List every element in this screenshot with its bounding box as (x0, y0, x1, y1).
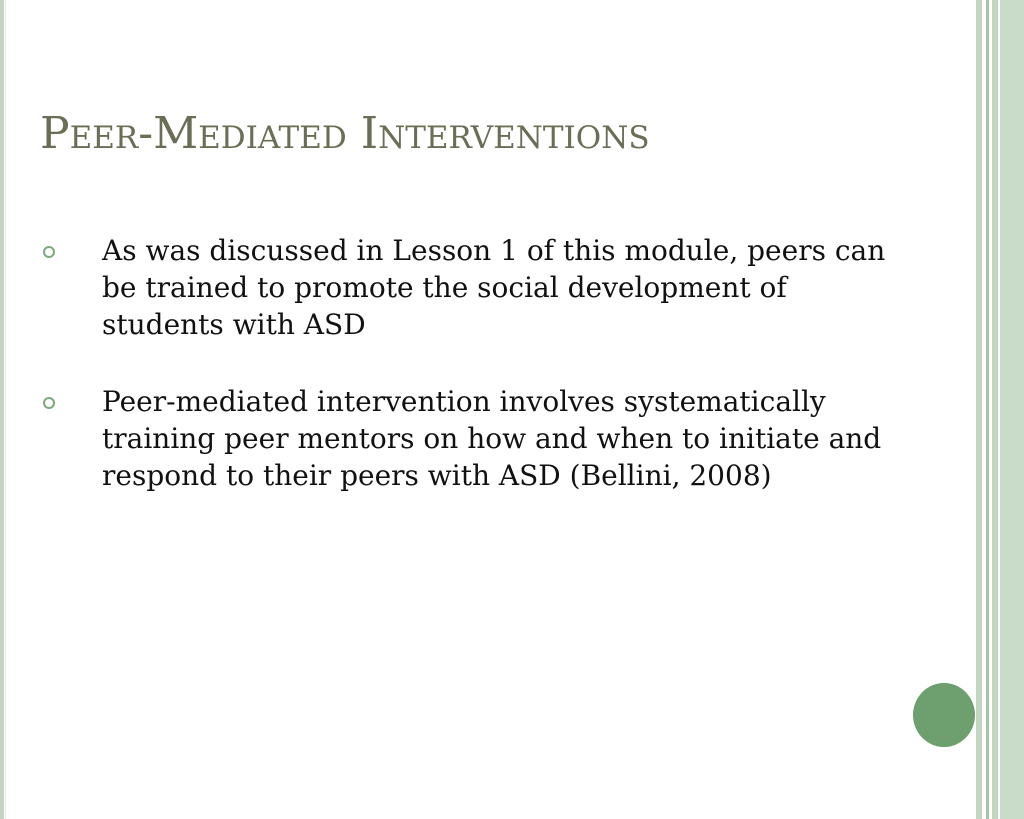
bullet-text: As was discussed in Lesson 1 of this module, peers can be trained to promote the social development of students with ASD (102, 234, 886, 341)
bullet-text: Peer-mediated intervention involves systematically training peer mentors on how and when to initiate and respond to their peers with ASD (Bellini, 2008) (102, 385, 882, 492)
left-border-inner-line (5, 0, 6, 819)
hollow-circle-bullet-icon (43, 246, 55, 258)
bullet-list (40, 232, 940, 534)
bullet-item (40, 232, 940, 343)
left-border-stripe (0, 0, 4, 819)
bullet-item (40, 383, 940, 494)
hollow-circle-bullet-icon (43, 397, 55, 409)
decorative-circle (913, 683, 975, 747)
right-border-band (1000, 0, 1024, 819)
slide-title: Peer-Mediated Interventions (40, 108, 650, 159)
